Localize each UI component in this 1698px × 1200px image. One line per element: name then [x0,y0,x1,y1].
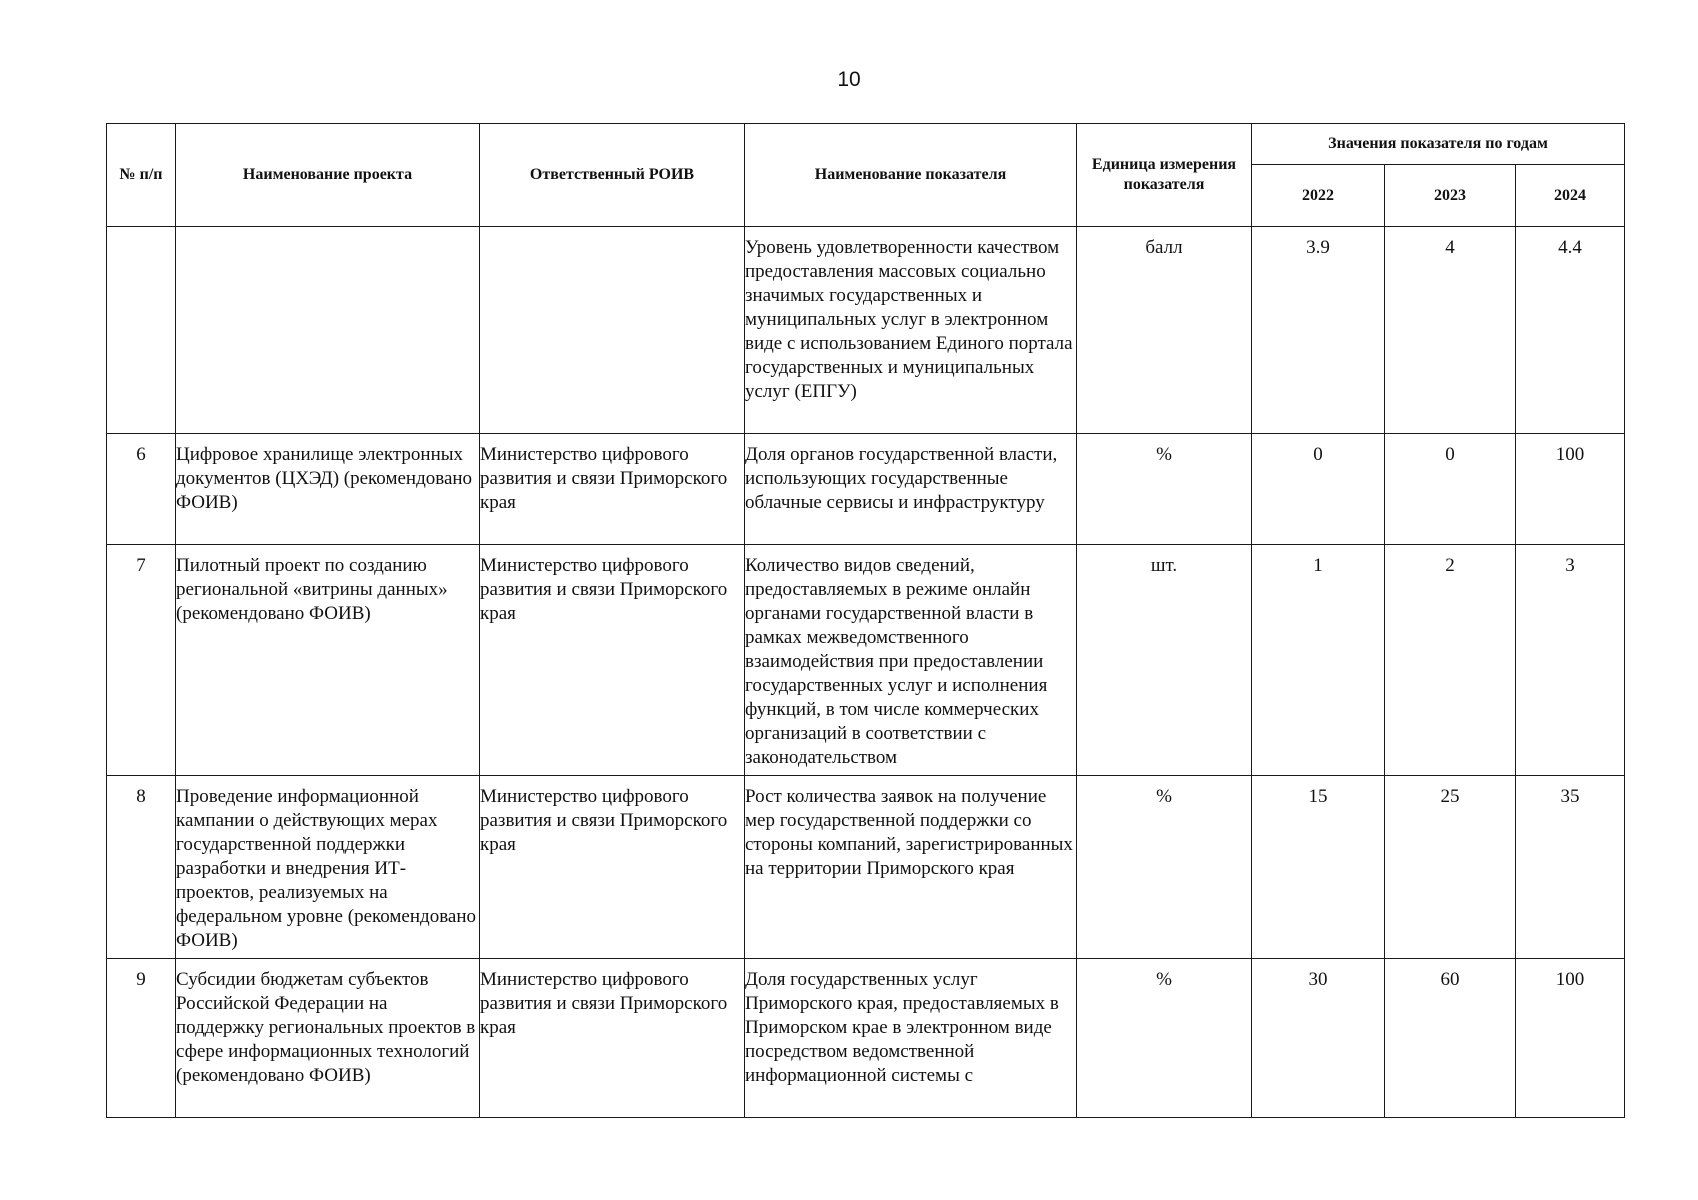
cell-roiv: Министерство цифрового развития и связи Приморского края [480,959,745,1118]
header-year-2024: 2024 [1516,165,1625,227]
cell-indicator: Уровень удовлетворенности качеством предоставления массовых социально значимых государственных и муниципальных услуг в электронном виде с использованием Единого портала государственных и муниципальных услуг (ЕПГУ) [745,227,1077,434]
table-row [107,959,1625,1118]
cell-value-2022: 0 [1252,434,1385,545]
cell-value-2024: 35 [1516,776,1625,959]
cell-value-2023: 4 [1385,227,1516,434]
cell-unit: % [1077,959,1252,1118]
cell-project: Субсидии бюджетам субъектов Российской Федерации на поддержку региональных проектов в сфере информационных технологий (рекомендовано ФОИВ) [176,959,480,1118]
cell-unit: шт. [1077,545,1252,776]
cell-value-2022: 1 [1252,545,1385,776]
cell-indicator: Рост количества заявок на получение мер государственной поддержки со стороны компаний, зарегистрированных на территории Приморского края [745,776,1077,959]
header-indicator: Наименование показателя [745,124,1077,227]
header-year-2023: 2023 [1385,165,1516,227]
table-header-row [107,124,1625,165]
header-project: Наименование проекта [176,124,480,227]
cell-roiv: Министерство цифрового развития и связи Приморского края [480,776,745,959]
cell-value-2023: 0 [1385,434,1516,545]
header-years-group: Значения показателя по годам [1252,124,1625,165]
cell-roiv: Министерство цифрового развития и связи Приморского края [480,545,745,776]
cell-value-2024: 4.4 [1516,227,1625,434]
cell-num [107,227,176,434]
header-roiv: Ответственный РОИВ [480,124,745,227]
header-year-2022: 2022 [1252,165,1385,227]
table-row [107,545,1625,776]
cell-value-2022: 30 [1252,959,1385,1118]
table-row [107,227,1625,434]
cell-roiv: Министерство цифрового развития и связи Приморского края [480,434,745,545]
cell-num: 8 [107,776,176,959]
cell-roiv [480,227,745,434]
cell-indicator: Доля государственных услуг Приморского края, предоставляемых в Приморском крае в электронном виде посредством ведомственной информационной системы с [745,959,1077,1118]
cell-value-2023: 60 [1385,959,1516,1118]
cell-value-2023: 2 [1385,545,1516,776]
page-number: 10 [837,68,861,91]
cell-unit: % [1077,776,1252,959]
cell-unit: % [1077,434,1252,545]
cell-indicator: Доля органов государственной власти, использующих государственные облачные сервисы и инфраструктуру [745,434,1077,545]
cell-project: Проведение информационной кампании о действующих мерах государственной поддержки разработки и внедрения ИТ-проектов, реализуемых на федеральном уровне (рекомендовано ФОИВ) [176,776,480,959]
table-row [107,434,1625,545]
cell-project: Пилотный проект по созданию региональной «витрины данных» (рекомендовано ФОИВ) [176,545,480,776]
cell-value-2023: 25 [1385,776,1516,959]
cell-value-2022: 15 [1252,776,1385,959]
table-row [107,776,1625,959]
cell-value-2024: 100 [1516,434,1625,545]
cell-indicator: Количество видов сведений, предоставляемых в режиме онлайн органами государственной власти в рамках межведомственного взаимодействия при предоставлении государственных услуг и исполнения функций, в том числе коммерческих организаций в соответствии с законодательством [745,545,1077,776]
cell-num: 7 [107,545,176,776]
cell-num: 9 [107,959,176,1118]
header-unit: Единица измерения показателя [1077,124,1252,227]
header-num: № п/п [107,124,176,227]
cell-value-2024: 100 [1516,959,1625,1118]
cell-value-2024: 3 [1516,545,1625,776]
cell-unit: балл [1077,227,1252,434]
cell-project: Цифровое хранилище электронных документов (ЦХЭД) (рекомендовано ФОИВ) [176,434,480,545]
cell-num: 6 [107,434,176,545]
cell-project [176,227,480,434]
cell-value-2022: 3.9 [1252,227,1385,434]
indicators-table [106,123,1625,1118]
